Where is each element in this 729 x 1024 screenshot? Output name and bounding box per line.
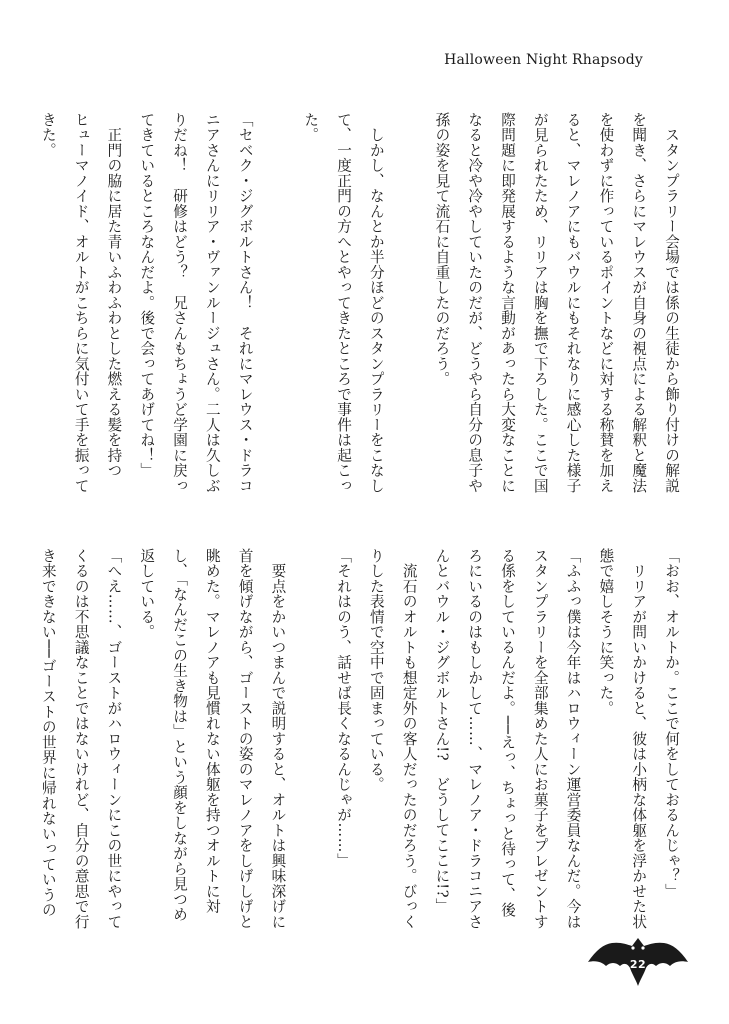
text-line: る係をしているんだよ。──えっ、ちょっと待って、後 [499, 548, 517, 918]
text-line: りだね！ 研修はどう？ 兄さんもちょうど学園に戻っ [171, 112, 189, 494]
text-line: ニアさんにリリア・ヴァンルージュさん。二人は久しぶ [203, 112, 221, 494]
text-line: を聞き、さらにマレウスが自身の視点による解釈と魔法 [630, 112, 648, 494]
lower-text-block [39, 548, 687, 948]
text-line: きた。 [39, 112, 57, 158]
text-line: 要点をかいつまんで説明すると、オルトは興味深げに [269, 548, 287, 930]
text-line: んとバウル・ジグボルトさん!? どうしてここに!?」 [433, 548, 451, 914]
text-line: しかし、なんとか半分ほどのスタンプラリーをこなし [367, 112, 385, 494]
text-line: 態で嬉しそうに笑った。 [597, 548, 615, 716]
bat-page-badge [586, 934, 690, 988]
upper-text-block [39, 112, 687, 512]
text-line: 「セベク・ジグボルトさん！ それにマレウス・ドラコ [236, 112, 254, 494]
text-line: スタンプラリー会場では係の生徒から飾り付けの解説 [663, 112, 680, 494]
text-line: 「おお、オルトか。ここで何をしておるんじゃ？」 [663, 548, 680, 899]
text-line: ヒューマノイド、オルトがこちらに気付いて手を振って [72, 112, 90, 494]
text-line: てきているところなんだよ。後で会ってあげてね！」 [138, 112, 156, 478]
text-line: ると、マレノアにもバウルにもそれなりに感心した様子 [564, 112, 582, 494]
text-line: 「それはのう、話せば長くなるんじゃが……」 [335, 548, 353, 869]
text-line: スタンプラリーを全部集めた人にお菓子をプレゼントす [531, 548, 549, 930]
text-line: 流石のオルトも想定外の客人だったのだろう。びっく [400, 548, 418, 930]
text-line: し、「なんだこの生き物は」という顔をしながら見つめ [171, 548, 189, 922]
text-line: 正門の脇に居た青いふわふわとした燃える髪を持つ [105, 112, 123, 478]
text-line: なると冷や冷やしていたのだが、どうやら自分の息子や [466, 112, 484, 494]
text-line: リリアが問いかけると、彼は小柄な体躯を浮かせた状 [630, 548, 648, 930]
text-line: た。 [302, 112, 320, 143]
paragraph-gap [261, 112, 294, 512]
paragraph-gap [392, 112, 425, 512]
text-line: 「ふふっ僕は今年はハロウィーン運営委員なんだ。今は [564, 548, 582, 930]
paragraph-gap [293, 548, 326, 948]
text-line: 「へえ……、ゴーストがハロウィーンにこの世にやって [105, 548, 123, 930]
text-line: りした表情で空中で固まっている。 [367, 548, 385, 792]
text-line: が見られたため、リリアは胸を撫で下ろした。ここで国 [531, 112, 549, 494]
text-line: 孫の姿を見て流石に自重したのだろう。 [433, 112, 451, 387]
text-line: き来できない──ゴーストの世界に帰れないっていうの [39, 548, 57, 918]
text-line: ろにいるのはもしかして……、マレノア・ドラコニアさ [466, 548, 484, 930]
text-line: 返している。 [138, 548, 156, 640]
running-header: Halloween Night Rhapsody [444, 52, 643, 68]
page-number: 22 [629, 958, 647, 971]
text-line: を使わずに作っているポイントなどに対する称賛を加え [597, 112, 615, 494]
text-line: 首を傾げながら、ゴーストの姿のマレノアをしげしげと [236, 548, 254, 930]
text-line: 眺めた。マレノアも見慣れない体躯を持つオルトに対 [203, 548, 221, 914]
text-line: くるのは不思議なことではないけれど、自分の意思で行 [72, 548, 90, 930]
text-line: 際問題に即発展するような言動があったら大変なことに [499, 112, 517, 494]
text-line: て、一度正門の方へとやってきたところで事件は起こっ [335, 112, 353, 494]
